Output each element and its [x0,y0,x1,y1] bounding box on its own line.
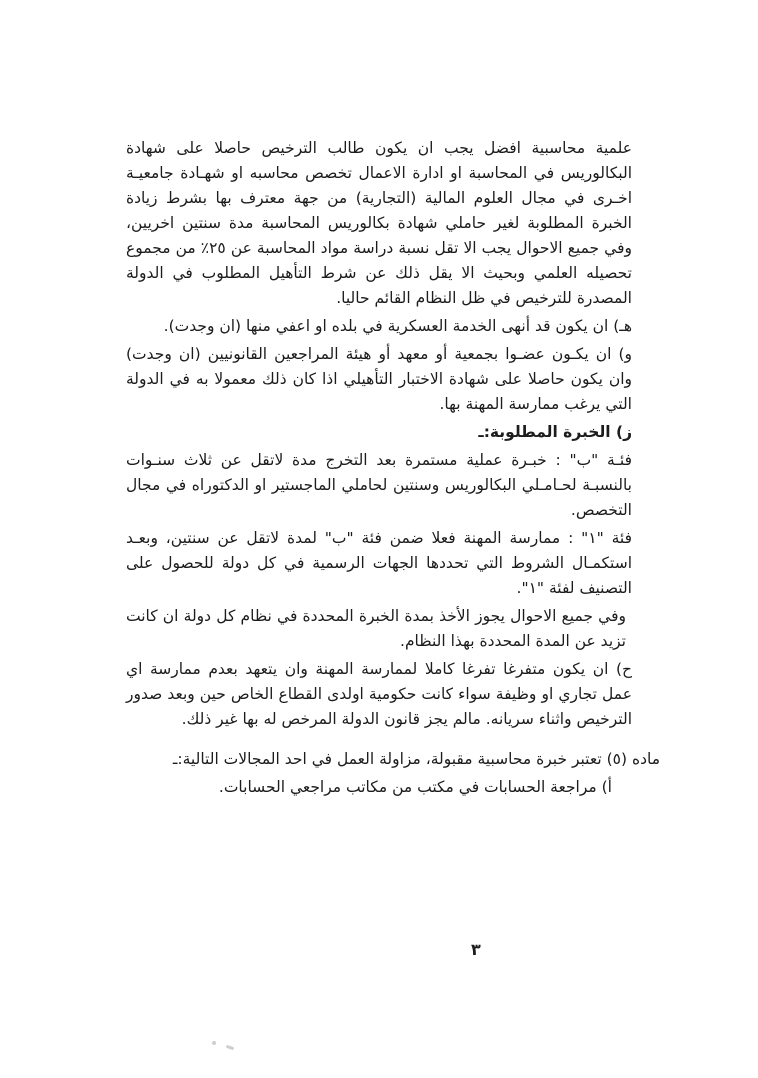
article-5-heading: ماده (٥) تعتبر خبرة محاسبية مقبولة، مزاولة العمل في احد المجالات التالية:ـ [172,750,660,768]
body-text [126,136,660,803]
category-1-experience: فئة "١" : ممارسة المهنة فعلا ضمن فئة "ب" لمدة لاتقل عن سنتين، وبعـد استكمـال الشروط التي تحددها الجهات الرسمية في كل دولة للحصول على التصنيف لفئة "١". [126,529,633,597]
clause-zay-required-experience-heading: ز) الخبرة المطلوبة:ـ [478,423,632,441]
paragraph-license-requirements: علمية محاسبية افضل يجب ان يكون طالب الترخيص حاصلا على شهادة البكالوريس في المحاسبة او ادارة الاعمال تخصص محاسبه او شهـادة جامعيـة اخـرى في مجال العلوم المالية (التجارية) من جهة معترف بها بشرط زيادة الخبرة المطلوبة لغير حاملي شهادة بكالوريس المحاسبة مدة سنتين اخريين، وفي جميع الاحوال يجب الا تقل نسبة دراسة مواد المحاسبة عن ٢٥٪ من مجموع تحصيله العلمي وبحيث الا يقل ذلك عن شرط التأهيل المطلوب في الدولة المصدرة للترخيص في ظل النظام القائم حاليا. [126,139,632,307]
page-number: ٣ [471,940,481,959]
clause-alef-audit-office: أ) مراجعة الحسابات في مكتب من مكاتب مراجعي الحسابات. [218,778,612,796]
experience-duration-note: وفي جميع الاحوال يجوز الأخذ بمدة الخبرة المحددة في نظام كل دولة ان كانت تزيد عن المدة المحددة بهذا النظام. [126,607,626,650]
scan-artifact [226,1045,235,1050]
clause-waw-membership: و) ان يكـون عضـوا بجمعية أو معهد أو هيئة المراجعين القانونيين (ان وجدت) وان يكون حاصلا على شهادة الاختبار التأهيلي اذا كان ذلك معمولا به في الدولة التي يرغب ممارسة المهنة بها. [126,345,632,413]
scan-artifact [212,1041,216,1045]
category-b-experience: فئـة "ب" : خبـرة عملية مستمرة بعد التخرج مدة لاتقل عن ثلاث سنـوات بالنسبـة لحـامـلي البكالوريس وسنتين لحاملي الماجستير او الدكتوراه في مجال التخصص. [126,451,632,519]
clause-ha-military-service: هـ) ان يكون قد أنهى الخدمة العسكرية في بلده او اعفي منها (ان وجدت). [163,317,632,335]
clause-hah-full-time-commitment: ح) ان يكون متفرغا تفرغا كاملا لممارسة المهنة وان يتعهد بعدم ممارسة اي عمل تجاري او وظيفة سواء كانت حكومية اولدى القطاع الخاص حين وبعد صدور الترخيص واثناء سريانه. مالم يجز قانون الدولة المرخص له بها غير ذلك. [126,660,632,728]
